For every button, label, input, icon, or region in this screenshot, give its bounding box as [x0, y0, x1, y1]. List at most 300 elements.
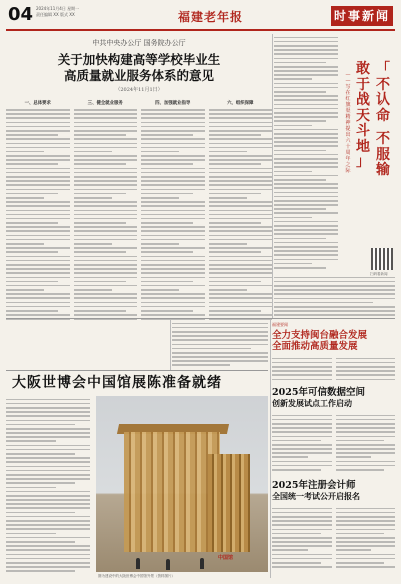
section-divider: [6, 370, 268, 371]
text-line: [274, 192, 338, 194]
text-line: [272, 379, 332, 381]
text-line: [6, 122, 70, 124]
brief-col: [272, 355, 332, 381]
text-line: [274, 233, 338, 235]
text-line: [6, 482, 75, 484]
text-line: [209, 201, 273, 203]
text-line: [272, 415, 332, 417]
text-line: [272, 533, 321, 535]
text-line: [272, 370, 332, 372]
text-line: [336, 545, 396, 547]
text-line: [336, 554, 396, 556]
text-line: [274, 250, 338, 252]
text-line: [272, 516, 332, 518]
text-line: [272, 366, 332, 368]
text-line: [6, 251, 58, 253]
text-line: [6, 428, 90, 430]
text-line: [141, 230, 205, 232]
text-line: [6, 293, 70, 295]
text-line: [274, 225, 338, 227]
text-line: [6, 453, 75, 455]
lead-subhead: 四、加强就业指导: [155, 101, 191, 106]
text-line: [274, 263, 312, 265]
text-line: [6, 113, 70, 115]
text-line: [6, 256, 70, 258]
qr-code-icon[interactable]: [371, 248, 393, 270]
text-line: [6, 466, 90, 468]
text-line: [74, 306, 138, 308]
text-line: [74, 247, 138, 249]
lead-subhead: 六、组织保障: [227, 101, 254, 106]
text-line: [272, 469, 321, 471]
text-line: [272, 419, 332, 421]
text-line: [6, 172, 70, 174]
text-line: [74, 222, 126, 224]
text-line: [74, 314, 138, 316]
text-line: [6, 310, 58, 312]
text-line: [209, 113, 273, 115]
text-line: [6, 407, 90, 409]
text-line: [6, 495, 90, 497]
text-line: [74, 176, 138, 178]
text-line: [6, 449, 90, 451]
text-line: [209, 117, 273, 119]
text-line: [272, 558, 332, 560]
text-line: [209, 184, 273, 186]
text-line: [209, 281, 261, 283]
masthead-rule: [6, 29, 395, 31]
text-line: [209, 126, 273, 128]
text-line: [272, 465, 332, 467]
text-line: [6, 302, 70, 304]
date-line: 2024年11月4日 星期一: [36, 6, 80, 11]
text-line: [209, 226, 273, 228]
text-line: [141, 302, 205, 304]
person-figure: [136, 558, 140, 569]
text-line: [6, 558, 90, 560]
text-line: [274, 99, 338, 101]
text-line: [209, 134, 261, 136]
text-line: [74, 117, 138, 119]
text-line: [272, 461, 332, 463]
text-line: [274, 83, 338, 85]
text-line: [209, 260, 273, 262]
text-line: [141, 134, 193, 136]
text-line: [274, 158, 338, 160]
text-line: [6, 399, 90, 401]
text-line: [141, 168, 205, 170]
text-line: [209, 264, 273, 266]
text-line: [209, 168, 273, 170]
text-line: [74, 189, 138, 191]
text-line: [6, 277, 70, 279]
text-line: [74, 230, 138, 232]
editorial-body: [274, 34, 338, 270]
text-line: [274, 154, 338, 156]
text-line: [141, 197, 179, 199]
text-line: [274, 120, 326, 122]
text-line: [74, 243, 112, 245]
text-line: [74, 310, 126, 312]
lead-subhead: 一、总体要求: [24, 101, 51, 106]
text-line: [6, 528, 90, 530]
text-line: [6, 134, 58, 136]
brief-headline-2b: 创新发展试点工作启动: [272, 398, 352, 408]
section-divider: [6, 318, 395, 319]
text-line: [74, 138, 138, 140]
text-line: [74, 168, 138, 170]
text-line: [141, 130, 205, 132]
text-line: [141, 214, 205, 216]
text-line: [74, 277, 138, 279]
text-line: [272, 431, 332, 433]
text-line: [74, 293, 138, 295]
text-line: [209, 302, 273, 304]
text-line: [6, 461, 90, 463]
text-line: [274, 58, 338, 60]
text-line: [272, 524, 332, 526]
text-line: [6, 507, 90, 509]
text-line: [141, 113, 205, 115]
text-line: [336, 524, 396, 526]
text-line: [6, 545, 90, 547]
editorial-headline-col-2: [372, 132, 394, 179]
text-line: [209, 310, 261, 312]
text-line: [6, 163, 58, 165]
text-line: [141, 268, 205, 270]
text-line: [209, 205, 273, 207]
text-line: [172, 331, 268, 333]
text-line: [274, 78, 312, 80]
text-line: [274, 108, 338, 110]
brief-headline-3b: 全国统一考试公开启报名: [272, 491, 360, 501]
text-line: [274, 166, 338, 168]
text-line: [6, 176, 70, 178]
text-line: [74, 193, 126, 195]
text-line: [6, 499, 90, 501]
text-line: [274, 162, 338, 164]
text-line: [209, 230, 273, 232]
text-line: [74, 159, 138, 161]
text-line: [172, 339, 268, 341]
text-line: [274, 41, 338, 43]
text-line: [272, 427, 332, 429]
text-line: [274, 150, 326, 152]
text-line: [6, 549, 90, 551]
text-line: [274, 187, 338, 189]
text-line: [6, 235, 70, 237]
text-line: [6, 285, 70, 287]
text-line: [336, 562, 385, 564]
text-line: [141, 147, 205, 149]
text-line: [209, 138, 273, 140]
text-line: [74, 143, 138, 145]
text-line: [172, 352, 268, 354]
text-line: [209, 293, 273, 295]
text-line: [172, 360, 268, 362]
text-line: [272, 545, 332, 547]
text-line: [6, 138, 70, 140]
text-line: [74, 268, 138, 270]
text-line: [274, 289, 395, 291]
text-line: [6, 201, 70, 203]
text-line: [336, 508, 396, 510]
text-line: [74, 214, 138, 216]
text-line: [274, 238, 326, 240]
text-line: [209, 277, 273, 279]
text-line: [274, 183, 338, 185]
editorial-headline: [342, 62, 394, 272]
text-line: [274, 70, 338, 72]
text-line: [272, 520, 332, 522]
text-line: [274, 141, 338, 143]
text-line: [6, 524, 90, 526]
pavilion-sign: 中国馆: [218, 555, 234, 561]
brief-headline-2: 2025年可信数据空间: [272, 387, 365, 398]
photo-caption: 图为建设中的大阪世博会中国馆外景（资料图片）: [98, 574, 175, 578]
text-line: [274, 310, 395, 312]
text-line: [272, 562, 321, 564]
text-line: [141, 176, 205, 178]
text-line: [6, 432, 90, 434]
column-divider: [170, 320, 171, 370]
text-line: [336, 427, 396, 429]
text-line: [74, 180, 138, 182]
text-line: [6, 180, 70, 182]
text-line: [6, 503, 90, 505]
text-line: [6, 109, 70, 111]
text-line: [6, 168, 70, 170]
text-line: [6, 297, 70, 299]
text-line: [74, 210, 138, 212]
text-line: [272, 440, 321, 442]
text-line: [274, 125, 312, 127]
text-line: [141, 310, 193, 312]
text-line: [209, 297, 273, 299]
text-line: [74, 134, 126, 136]
text-line: [141, 117, 205, 119]
text-line: [336, 379, 396, 381]
text-line: [209, 218, 273, 220]
text-line: [336, 456, 372, 458]
text-line: [141, 193, 193, 195]
text-line: [6, 470, 90, 472]
text-line: [209, 193, 261, 195]
text-line: [272, 444, 332, 446]
lead-dateline: （2024年11月1日）: [115, 87, 163, 93]
text-line: [141, 222, 193, 224]
text-line: [141, 184, 205, 186]
text-line: [209, 189, 273, 191]
text-line: [141, 226, 205, 228]
section-tag: 时事新闻: [331, 6, 393, 26]
text-line: [6, 415, 90, 417]
text-line: [336, 461, 396, 463]
text-line: [141, 163, 193, 165]
text-line: [336, 362, 396, 364]
lead-article: [6, 34, 272, 318]
text-line: [6, 541, 75, 543]
person-figure: [200, 558, 204, 569]
text-line: [6, 281, 58, 283]
lead-column-3: [141, 97, 205, 323]
brief-body-1: [272, 355, 395, 381]
text-line: [272, 512, 332, 514]
text-line: [6, 554, 90, 556]
text-line: [274, 137, 338, 139]
text-line: [209, 239, 273, 241]
text-line: [74, 297, 138, 299]
text-line: [6, 143, 70, 145]
text-line: [6, 239, 70, 241]
text-line: [274, 74, 338, 76]
text-line: [6, 243, 44, 245]
text-line: [272, 529, 332, 531]
text-line: [6, 226, 70, 228]
text-line: [141, 243, 179, 245]
text-line: [6, 440, 56, 442]
text-line: [74, 239, 138, 241]
text-line: [141, 210, 205, 212]
text-line: [274, 285, 395, 287]
text-line: [274, 49, 338, 51]
column-divider: [270, 320, 271, 578]
text-line: [274, 281, 395, 283]
text-line: [272, 537, 332, 539]
person-figure: [166, 559, 170, 570]
text-line: [274, 302, 373, 304]
text-line: [209, 210, 273, 212]
text-line: [141, 109, 205, 111]
text-line: [272, 448, 332, 450]
text-line: [141, 143, 205, 145]
text-line: [6, 184, 70, 186]
text-line: [6, 117, 70, 119]
text-line: [272, 374, 332, 376]
text-line: [6, 130, 70, 132]
text-line: [6, 533, 56, 535]
text-line: [172, 356, 268, 358]
text-line: [141, 159, 205, 161]
newspaper-logo: 福建老年报: [178, 10, 244, 24]
text-line: [6, 210, 70, 212]
text-line: [274, 175, 338, 177]
text-line: [209, 143, 273, 145]
text-line: [209, 155, 273, 157]
text-line: [141, 247, 205, 249]
text-line: [74, 281, 126, 283]
text-line: [6, 264, 70, 266]
lead-headline-line-2: 高质量就业服务体系的意见: [63, 68, 214, 83]
text-line: [141, 180, 205, 182]
text-line: [209, 314, 273, 316]
text-line: [336, 529, 396, 531]
lead-body: [6, 97, 272, 323]
text-line: [274, 133, 338, 135]
text-line: [272, 508, 332, 510]
text-line: [74, 109, 138, 111]
text-line: [209, 247, 273, 249]
date-info: [36, 6, 79, 18]
text-line: [272, 436, 332, 438]
text-line: [6, 487, 56, 489]
text-line: [272, 362, 332, 364]
text-line: [272, 549, 308, 551]
text-line: [274, 208, 326, 210]
text-line: [336, 465, 396, 467]
text-line: [141, 306, 205, 308]
text-line: [141, 297, 205, 299]
text-line: [272, 541, 332, 543]
editor-line: 责任编辑 XX 版式 XX: [36, 12, 75, 17]
text-line: [6, 289, 44, 291]
text-line: [172, 364, 230, 366]
brief-col: [336, 412, 396, 474]
column-divider: [272, 34, 273, 318]
expo-photo[interactable]: [96, 396, 268, 572]
text-line: [6, 205, 70, 207]
text-line: [6, 218, 70, 220]
text-line: [74, 226, 138, 228]
text-line: [141, 235, 205, 237]
text-line: [74, 201, 138, 203]
text-line: [6, 189, 70, 191]
text-line: [74, 130, 138, 132]
text-line: [274, 229, 338, 231]
text-line: [336, 541, 396, 543]
text-line: [6, 537, 90, 539]
text-line: [6, 474, 90, 476]
editorial-body-continued: [274, 274, 395, 316]
text-line: [141, 277, 205, 279]
text-line: [141, 122, 205, 124]
text-line: [336, 512, 396, 514]
text-line: [141, 126, 205, 128]
text-line: [6, 247, 70, 249]
text-line: [336, 444, 396, 446]
brief-body-3: [272, 505, 395, 571]
text-line: [274, 254, 338, 256]
text-line: [209, 235, 273, 237]
text-line: [209, 180, 273, 182]
text-line: [274, 277, 395, 279]
editorial-headline-col-1: [372, 62, 394, 124]
text-line: [336, 558, 396, 560]
text-line: [141, 138, 205, 140]
text-line: [74, 218, 138, 220]
text-line: [274, 171, 312, 173]
text-line: [74, 122, 138, 124]
text-line: [74, 285, 138, 287]
text-line: [336, 533, 385, 535]
text-line: [6, 445, 90, 447]
text-line: [209, 256, 273, 258]
text-line: [141, 285, 205, 287]
lead-kicker: 中共中央办公厅 国务院办公厅: [92, 39, 186, 47]
text-line: [141, 205, 205, 207]
text-line: [336, 415, 396, 417]
text-line: [272, 423, 332, 425]
brief-body-2: [272, 412, 395, 474]
text-line: [209, 285, 273, 287]
text-line: [74, 155, 138, 157]
text-line: [6, 570, 75, 572]
text-line: [274, 129, 338, 131]
text-line: [274, 62, 326, 64]
text-line: [336, 419, 396, 421]
text-line: [209, 251, 261, 253]
text-line: [274, 196, 338, 198]
